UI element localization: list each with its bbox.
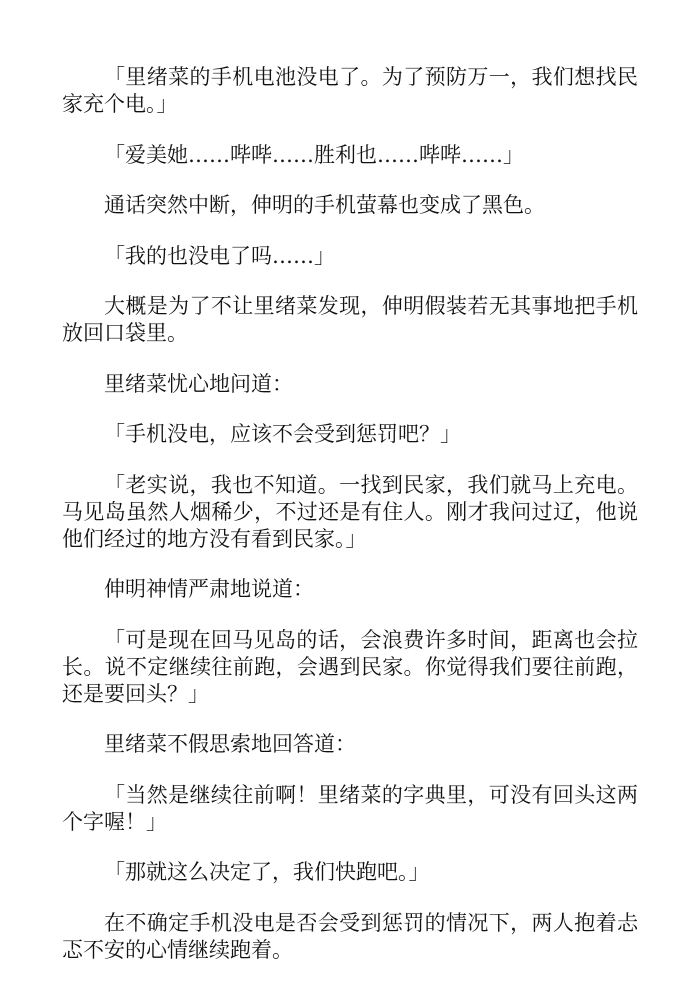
paragraph-14: 在不确定手机没电是否会受到惩罚的情况下，两人抱着忐忑不安的心情继续跑着。 [62,910,638,962]
paragraph-5: 大概是为了不让里绪菜发现，伸明假装若无其事地把手机放回口袋里。 [62,294,638,345]
paragraph-9: 伸明神情严肃地说道： [104,577,314,601]
paragraph-4: 「我的也没电了吗……」 [104,243,335,268]
paragraph-11: 里绪菜不假思索地回答道： [104,732,356,756]
paragraph-7: 「手机没电，应该不会受到惩罚吧？」 [104,422,461,446]
paragraph-10: 「可是现在回马见岛的话，会浪费许多时间，距离也会拉长。说不定继续往前跑，会遇到民家。你觉得我们要往前跑，还是要回头？」 [62,627,638,706]
paragraph-3: 通话突然中断，伸明的手机萤幕也变成了黑色。 [104,193,545,217]
paragraph-1: 「里绪菜的手机电池没电了。为了预防万一，我们想找民家充个电。」 [62,65,638,116]
document-page [62,64,638,987]
paragraph-8: 「老实说，我也不知道。一找到民家，我们就马上充电。马见岛虽然人烟稀少，不过还是有住人。刚才我问过辽，他说他们经过的地方没有看到民家。」 [62,472,638,551]
paragraph-12: 「当然是继续往前啊！里绪菜的字典里，可没有回头这两个字喔！」 [62,782,638,834]
paragraph-2: 「爱美她……哔哔……胜利也……哔哔……」 [104,142,524,167]
paragraph-13: 「那就这么决定了，我们快跑吧。」 [104,860,430,884]
paragraph-6: 里绪菜忧心地问道： [104,371,293,396]
